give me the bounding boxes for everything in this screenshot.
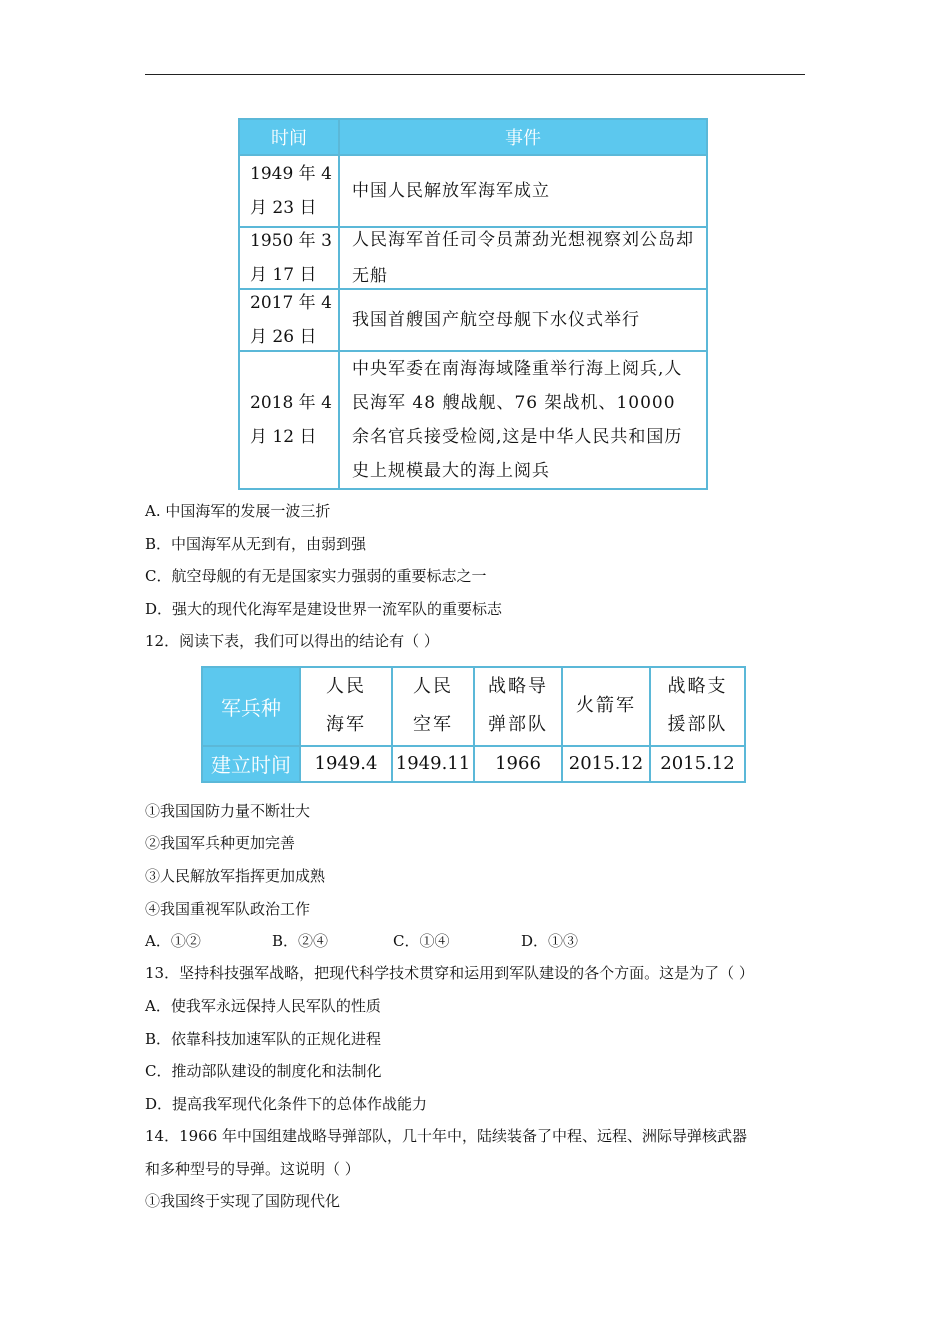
q12-statement-1: ①我国国防力量不断壮大 (145, 802, 311, 820)
q11-option-c[interactable]: C．航空母舰的有无是国家实力强弱的重要标志之一 (145, 567, 487, 585)
table-row (240, 226, 706, 288)
table-row (203, 668, 744, 745)
branch-cell: 战略导 弹部队 (473, 668, 561, 745)
branch-cell: 战略支 援部队 (649, 668, 744, 745)
row-header-date: 建立时间 (203, 747, 299, 781)
q11-option-b[interactable]: B．中国海军从无到有，由弱到强 (145, 535, 367, 553)
row-header-branch: 军兵种 (203, 668, 299, 745)
event-cell: 中国人民解放军海军成立 (352, 181, 550, 201)
q11-option-d[interactable]: D．强大的现代化海军是建设世界一流军队的重要标志 (145, 600, 503, 618)
date-line: 月 17 日 (250, 265, 317, 285)
table-row (203, 745, 744, 781)
header-time: 时间 (240, 120, 340, 154)
event-cell: 我国首艘国产航空母舰下水仪式举行 (352, 310, 640, 330)
date-line: 1950 年 3 (250, 231, 332, 251)
q14-statement-1: ①我国终于实现了国防现代化 (145, 1192, 341, 1210)
q12-option-a[interactable]: A．①② (145, 932, 201, 950)
date-line: 2018 年 4 (250, 393, 332, 413)
q14-stem-line2: 和多种型号的导弹。这说明（ ） (145, 1160, 360, 1178)
q11-option-a[interactable]: A. 中国海军的发展一波三折 (145, 502, 331, 520)
q13-option-d[interactable]: D．提高我军现代化条件下的总体作战能力 (145, 1095, 428, 1113)
q12-stem: 12．阅读下表，我们可以得出的结论有（ ） (145, 632, 439, 650)
date-cell: 1949.11 (391, 747, 473, 781)
navy-events-table (238, 118, 708, 490)
date-line: 2017 年 4 (250, 293, 332, 313)
date-line: 月 23 日 (250, 198, 317, 218)
event-cell: 中央军委在南海海域隆重举行海上阅兵,人民海军 48 艘战舰、76 架战机、10000 余名官兵接受检阅,这是中华人民共和国历史上规模最大的海上阅兵 (352, 359, 683, 481)
date-line: 1949 年 4 (250, 164, 332, 184)
branch-cell: 火箭军 (561, 668, 649, 745)
branch-cell: 人民 空军 (391, 668, 473, 745)
q12-option-d[interactable]: D．①③ (521, 932, 579, 950)
q12-statement-4: ④我国重视军队政治工作 (145, 900, 311, 918)
date-cell: 2015.12 (561, 747, 649, 781)
q13-option-b[interactable]: B．依靠科技加速军队的正规化进程 (145, 1030, 382, 1048)
q12-statement-2: ②我国军兵种更加完善 (145, 834, 296, 852)
q13-option-a[interactable]: A．使我军永远保持人民军队的性质 (145, 997, 381, 1015)
table-row (240, 288, 706, 350)
table-header (240, 120, 706, 154)
header-event: 事件 (505, 128, 541, 149)
date-cell: 1966 (473, 747, 561, 781)
table-row (240, 154, 706, 226)
date-cell: 2015.12 (649, 747, 744, 781)
q13-stem: 13．坚持科技强军战略，把现代科学技术贯穿和运用到军队建设的各个方面。这是为了（ ） (145, 964, 754, 982)
q12-option-c[interactable]: C．①④ (393, 932, 450, 950)
event-cell: 人民海军首任司令员萧劲光想视察刘公岛却无船 (352, 230, 694, 286)
branches-table (201, 666, 746, 783)
q13-option-c[interactable]: C．推动部队建设的制度化和法制化 (145, 1062, 382, 1080)
q14-stem-line1: 14．1966 年中国组建战略导弹部队，几十年中，陆续装备了中程、远程、洲际导弹核武器 (145, 1127, 748, 1145)
date-cell: 1949.4 (299, 747, 391, 781)
q12-statement-3: ③人民解放军指挥更加成熟 (145, 867, 326, 885)
date-line: 月 26 日 (250, 327, 317, 347)
header-rule (145, 74, 805, 75)
q12-option-b[interactable]: B．②④ (272, 932, 329, 950)
table-row (240, 350, 706, 488)
branch-cell: 人民 海军 (299, 668, 391, 745)
date-line: 月 12 日 (250, 427, 317, 447)
